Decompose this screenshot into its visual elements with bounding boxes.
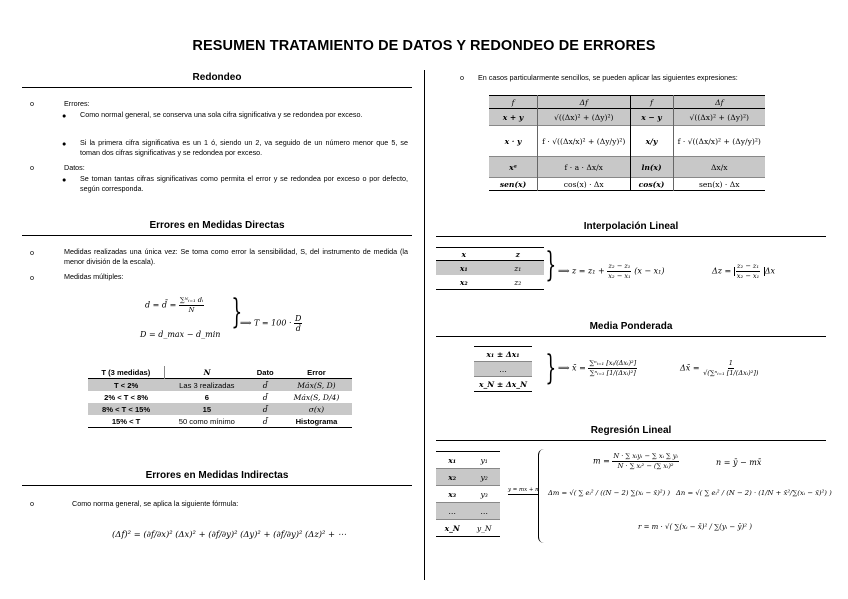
interp-cell: x₂ bbox=[459, 277, 468, 287]
directas-item-2: Medidas múltiples: bbox=[64, 272, 124, 281]
regresion-cell: x₂ bbox=[448, 472, 457, 482]
T-table-cell: 50 como mínimo bbox=[178, 416, 235, 426]
interp-cell: z₂ bbox=[514, 277, 522, 287]
page-title: RESUMEN TRATAMIENTO DE DATOS Y REDONDEO DE ERRORES bbox=[192, 38, 656, 54]
eq-weighted-error: Δx̄ = $\frac{1}{\text{√(∑ⁿᵢ₌₁ [1/(Δxᵢ)²])}}$ bbox=[680, 359, 759, 377]
bullet-o: o bbox=[30, 499, 34, 508]
regresion-cell: y_N bbox=[476, 523, 492, 533]
T-table-cell: Máx(S, D) bbox=[297, 380, 336, 390]
expr-header: Δf bbox=[538, 96, 631, 109]
regresion-table bbox=[436, 451, 500, 537]
expr-cell: cos(x) bbox=[630, 178, 673, 191]
T-table-cell: 2% < T < 8% bbox=[104, 392, 149, 402]
expr-cell: f · a · Δx/x bbox=[538, 157, 631, 178]
regresion-cell: … bbox=[448, 506, 456, 516]
ponderada-cell: x_N ± Δx_N bbox=[478, 379, 528, 389]
section-title-interpolacion: Interpolación Lineal bbox=[583, 221, 679, 232]
eq-correlation: r = m · √( ∑(xᵢ − x̄)² / ∑(yᵢ − ȳ)² ) bbox=[638, 523, 752, 531]
T-table-cell: d̄ bbox=[262, 404, 268, 414]
eq-interp-dz: Δz = $\frac{\text{z₂ − z₁}}{\text{x₂ − x₁}}$ Δx bbox=[712, 262, 776, 280]
interp-header: z bbox=[515, 249, 520, 259]
T-table-cell: 15% < T bbox=[111, 416, 141, 426]
bullet-o: o bbox=[30, 273, 34, 282]
column-divider bbox=[424, 70, 425, 580]
ponderada-table bbox=[474, 346, 532, 392]
T-table-cell: d̄ bbox=[262, 392, 268, 402]
bullet-o: o bbox=[460, 73, 464, 82]
expr-cell: ln(x) bbox=[630, 157, 673, 178]
expr-cell: x + y bbox=[489, 109, 538, 126]
expr-cell: cos(x) · Δx bbox=[538, 178, 631, 191]
brace bbox=[538, 449, 545, 543]
T-table-cell: d̄ bbox=[262, 416, 268, 426]
interp-cell: x₁ bbox=[459, 263, 468, 273]
eq-propagation: (Δf)² = (∂f/∂x)² (Δx)² + (∂f/∂y)² (Δy)² + (∂f/∂y)² (Δz)² + ⋯ bbox=[112, 529, 347, 539]
eq-T: ⟹ T = 100 · $\frac{D}{d̄}$ bbox=[240, 314, 302, 333]
expr-cell: x · y bbox=[489, 126, 538, 157]
expr-header: f bbox=[630, 96, 673, 109]
rule-interpolacion bbox=[436, 236, 826, 237]
T-table-header: N bbox=[203, 367, 211, 377]
eq-slope: m = $\frac{\text{N · ∑ xᵢyᵢ − ∑ xᵢ ∑ yᵢ}}{\text{N · ∑ xᵢ² − (∑ xᵢ)²}}$ bbox=[593, 452, 678, 470]
expresiones-intro: En casos particularmente sencillos, se pueden aplicar las siguientes expresiones: bbox=[478, 73, 738, 82]
regresion-cell: y₁ bbox=[480, 455, 488, 465]
eq-interp-z: ⟹ z = z₁ + $\frac{\text{z₂ − z₁}}{\text{x₂ − x₁}}$ (x − x₁) bbox=[558, 262, 665, 280]
brace: } bbox=[231, 292, 243, 332]
T-table-header: T (3 medidas) bbox=[88, 366, 164, 379]
errores-label: Errores: bbox=[64, 99, 90, 108]
eq-weighted-mean: ⟹ x̄ = $\frac{\text{∑ⁿᵢ₌₁ [xᵢ/(Δxᵢ)²]}}{\text{∑ⁿᵢ₌₁ [1/(Δxᵢ)²]}}$ bbox=[558, 359, 637, 377]
regresion-cell: x_N bbox=[444, 523, 460, 533]
interp-table bbox=[436, 247, 544, 290]
bullet-o: o bbox=[30, 163, 34, 172]
eq-d-mean: d = d̄ = $\frac{\text{∑ᴺᵢ₌₁ dᵢ}}{N}$ bbox=[145, 296, 204, 314]
T-table-header: Dato bbox=[256, 367, 274, 377]
T-table-cell: σ(x) bbox=[308, 404, 325, 414]
interp-cell: z₁ bbox=[514, 263, 522, 273]
regresion-cell: … bbox=[480, 506, 488, 516]
datos-label: Datos: bbox=[64, 163, 85, 172]
expr-cell: f · √((Δx/x)² + (Δy/y)²) bbox=[677, 136, 761, 146]
expr-header: f bbox=[489, 96, 538, 109]
rule-directas bbox=[22, 235, 412, 236]
errores-item-2: Si la primera cifra significativa es un 1 ó, siendo un 2, va seguido de un número menor que 5, se toman dos cifras significativas y se redondea por exceso. bbox=[80, 138, 408, 157]
brace: } bbox=[545, 348, 557, 388]
bullet-dot: ● bbox=[62, 111, 67, 120]
expr-cell: √((Δx)² + (Δy)²) bbox=[689, 112, 749, 122]
T-table-cell: Las 3 realizadas bbox=[179, 380, 235, 390]
T-table-cell: 15 bbox=[202, 404, 212, 414]
directas-item-1: Medidas realizadas una única vez: Se toma como error la sensibilidad, S, del instrumento de medida (la menor división de la escala). bbox=[64, 247, 408, 266]
section-title-indirectas: Errores en Medidas Indirectas bbox=[145, 470, 289, 481]
expr-cell: x − y bbox=[630, 109, 673, 126]
eq-intercept-error: Δn = √( ∑ eᵢ² / (N − 2) · (1/N + x̄²/∑(xᵢ − x̄)²) ) bbox=[676, 489, 832, 497]
T-table-cell: 8% < T < 15% bbox=[102, 404, 151, 414]
section-title-ponderada: Media Ponderada bbox=[589, 321, 673, 332]
T-table bbox=[88, 366, 352, 428]
bullet-o: o bbox=[30, 99, 34, 108]
section-title-redondeo: Redondeo bbox=[192, 72, 242, 83]
regresion-cell: x₁ bbox=[448, 455, 457, 465]
datos-item-1: Se toman tantas cifras significativas como permita el error y se redondea por exceso o por defecto, según corresponda. bbox=[80, 174, 408, 193]
bullet-o: o bbox=[30, 248, 34, 257]
section-title-regresion: Regresión Lineal bbox=[590, 425, 672, 436]
rule-indirectas bbox=[22, 485, 412, 486]
T-table-cell: 6 bbox=[204, 392, 209, 402]
expr-cell: sen(x) · Δx bbox=[699, 179, 740, 189]
T-table-cell: Histograma bbox=[295, 416, 338, 426]
interp-header: x bbox=[461, 249, 467, 259]
regresion-cell: x₃ bbox=[448, 489, 457, 499]
indirectas-item-1: Como norma general, se aplica la siguiente fórmula: bbox=[72, 499, 239, 508]
brace: } bbox=[545, 245, 557, 285]
ponderada-cell: x₁ ± Δx₁ bbox=[486, 349, 520, 359]
regression-arrow-label: y = mx + n bbox=[508, 487, 539, 493]
expr-cell: sen(x) bbox=[489, 178, 538, 191]
eq-D-range: D = d_max − d_min bbox=[140, 330, 221, 339]
bullet-dot: ● bbox=[62, 139, 67, 148]
expr-cell: Δx/x bbox=[710, 162, 728, 172]
expressions-table bbox=[489, 95, 765, 191]
regresion-cell: y₃ bbox=[480, 489, 488, 499]
T-table-cell: d̄ bbox=[262, 380, 268, 390]
expr-cell: √((Δx)² + (Δy)²) bbox=[538, 109, 631, 126]
regresion-cell: y₂ bbox=[480, 472, 488, 482]
rule-ponderada bbox=[436, 336, 826, 337]
eq-slope-error: Δm = √( ∑ eᵢ² / ((N − 2) ∑(xᵢ − x̄)²) ) bbox=[548, 489, 671, 497]
ponderada-cell: … bbox=[499, 364, 507, 374]
rule-regresion bbox=[436, 440, 826, 441]
T-table-cell: T < 2% bbox=[113, 380, 139, 390]
section-title-directas: Errores en Medidas Directas bbox=[149, 220, 285, 231]
bullet-dot: ● bbox=[62, 175, 67, 184]
expr-cell: xᵃ bbox=[489, 157, 538, 178]
T-table-cell: Máx(S, D/4) bbox=[293, 392, 340, 402]
rule-redondeo bbox=[22, 87, 412, 88]
expr-cell: f · √((Δx/x)² + (Δy/y)²) bbox=[538, 126, 631, 157]
errores-item-1: Como normal general, se conserva una sola cifra significativa y se redondea por exceso. bbox=[80, 110, 363, 119]
T-table-header: Error bbox=[307, 367, 326, 377]
eq-intercept: n = ȳ − mx̄ bbox=[716, 458, 762, 467]
expr-header: Δf bbox=[715, 97, 724, 107]
expr-cell: x/y bbox=[630, 126, 673, 157]
